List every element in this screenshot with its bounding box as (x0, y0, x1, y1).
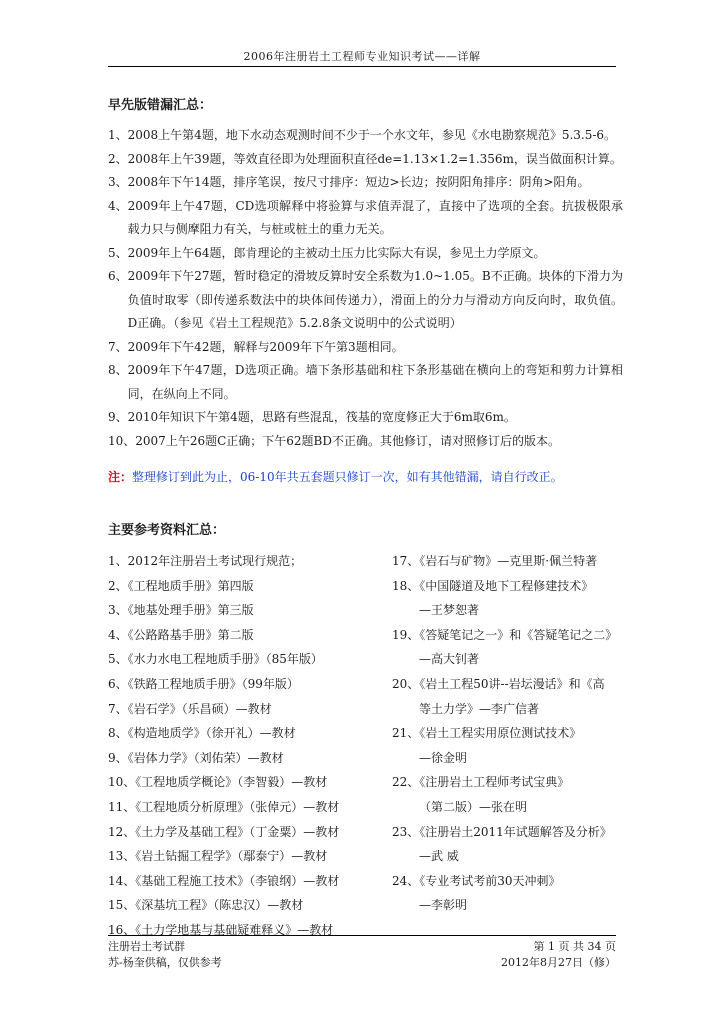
header-rule (108, 66, 616, 67)
reference-item: 4、《公路路基手册》第二版 (108, 627, 254, 642)
reference-item: 8、《构造地质学》（徐开礼）—教材 (108, 726, 296, 741)
errata-item (108, 242, 623, 266)
reference-item: 13、《岩土钻掘工程学》（鄢泰宁）—教材 (108, 849, 328, 864)
reference-item: 6、《铁路工程地质手册》（99年版） (108, 676, 299, 691)
reference-line: 19、《答疑笔记之一》和《答疑笔记之二》 (392, 627, 618, 642)
errata-text: 2007上午26题C正确；下午62题BD不正确。其他修订，请对照修订后的版本。 (135, 433, 560, 448)
reference-author: —徐金明 (419, 750, 468, 765)
references-right-column (392, 549, 622, 918)
footer-page-number: 第 1 页 共 34 页 (533, 940, 616, 953)
reference-line: 17、《岩石与矿物》—克里斯·佩兰特著 (392, 554, 598, 568)
reference-item: 9、《岩体力学》（刘佑荣）—教材 (108, 750, 284, 765)
reference-item (392, 770, 622, 819)
reference-item (392, 574, 622, 623)
reference-line: 20、《岩土工程50讲--岩坛漫话》和《高 (392, 676, 605, 691)
errata-text: 2009年下午27题，暂时稳定的滑坡反算时安全系数为1.0~1.05。B不正确。块体的下滑力为负值时取零（即传递系数法中的块体间传递力），滑面上的分力与滑动方向反向时，取负值。D正确。（参见《岩土工程规范》5.2.8条文说明中的公式说明） (127, 269, 623, 330)
reference-author: —高大钊著 (419, 652, 480, 667)
errata-text: 2010年知识下午第4题，思路有些混乱，筏基的宽度修正大于6m取6m。 (127, 410, 516, 424)
errata-text: 2009年下午47题，D选项正确。墙下条形基础和柱下条形基础在横向上的弯矩和剪力计算相同，在纵向上不同。 (127, 363, 623, 401)
errata-title: 早先版错漏汇总： (108, 98, 213, 113)
reference-item: 5、《水力水电工程地质手册》（85年版） (108, 652, 323, 667)
errata-num: 3、 (108, 175, 128, 189)
reference-item: 10、《工程地质学概论》（李智毅）—教材 (108, 775, 328, 790)
reference-item (392, 820, 622, 869)
reference-item (392, 869, 622, 918)
errata-num: 8、 (108, 363, 128, 377)
errata-num: 6、 (108, 269, 128, 283)
reference-author: —武 威 (419, 849, 459, 864)
errata-num: 10、 (108, 433, 136, 448)
errata-text: 2008年下午14题，排序笔误，按尺寸排序：短边>长边；按阴阳角排序：阴角>阳角。 (127, 175, 590, 189)
errata-list (108, 124, 623, 453)
reference-item (392, 672, 622, 721)
errata-item (108, 430, 623, 454)
reference-line: 18、《中国隧道及地下工程修建技术》 (392, 578, 594, 593)
errata-text: 2009年上午47题，CD选项解释中将验算与求值弄混了，直接中了选项的全套。抗拔极限承载力只与侧摩阻力有关，与桩或桩土的重力无关。 (127, 198, 623, 236)
errata-item (108, 124, 623, 148)
errata-text: 2009年下午42题，解释与2009年下午第3题相同。 (127, 339, 404, 354)
errata-item (108, 195, 623, 242)
footer-rule (108, 935, 616, 936)
reference-item: 12、《土力学及基础工程》（丁金粟）—教材 (108, 824, 340, 839)
reference-item: 1、2012年注册岩土考试现行规范； (108, 554, 303, 568)
errata-num: 1、 (108, 128, 128, 142)
errata-item (108, 148, 623, 172)
errata-num: 9、 (108, 410, 128, 424)
reference-item (392, 549, 622, 574)
errata-num: 2、 (108, 151, 128, 166)
note-text: 整理修订到此为止，06-10年共五套题只修订一次，如有其他错漏，请自行改正。 (132, 470, 563, 484)
note-label: 注： (108, 470, 133, 484)
errata-text: 2009年上午64题，郎肯理论的主被动土压力比实际大有误，参见土力学原文。 (127, 245, 546, 260)
errata-item (108, 171, 623, 195)
reference-author: —李彰明 (419, 898, 468, 913)
footer-group: 注册岩土考试群 (108, 940, 185, 953)
errata-text: 2008上午第4题，地下水动态观测时间不少于一个水文年，参见《水电勘察规范》5.3.5-6。 (127, 128, 617, 142)
footer-date: 2012年8月27日（修） (501, 956, 616, 969)
errata-num: 5、 (108, 245, 128, 260)
reference-item: 15、《深基坑工程》（陈忠汉）—教材 (108, 898, 304, 913)
references-left-column (108, 549, 373, 943)
reference-line: 21、《岩土工程实用原位测试技术》 (392, 726, 582, 741)
reference-item: 14、《基础工程施工技术》（李锒纲）—教材 (108, 873, 340, 888)
reference-item: 16、《土力学地基与基础疑难释义》—教材 (108, 922, 334, 937)
reference-item: 7、《岩石学》（乐昌硕）—教材 (108, 701, 272, 716)
reference-item: 2、《工程地质手册》第四版 (108, 578, 254, 593)
reference-author: （第二版）—张在明 (419, 799, 528, 814)
errata-item (108, 359, 623, 406)
reference-line: 23、《注册岩土2011年试题解答及分析》 (392, 824, 612, 839)
page-header: 2006年注册岩土工程师专业知识考试——详解 (243, 50, 481, 63)
errata-num: 7、 (108, 339, 128, 354)
reference-item: 3、《地基处理手册》第三版 (108, 603, 254, 618)
errata-note (108, 466, 563, 489)
errata-item (108, 406, 623, 430)
reference-item (392, 623, 622, 672)
reference-line: 22、《注册岩土工程师考试宝典》 (392, 775, 570, 790)
errata-num: 4、 (108, 198, 128, 213)
reference-author: —王梦恕著 (419, 603, 480, 618)
errata-text: 2008年上午39题，等效直径即为处理面积直径de=1.13×1.2=1.356m，误当做面积计算。 (127, 151, 622, 166)
errata-item (108, 265, 623, 336)
reference-author: 等土力学》—李广信著 (419, 701, 540, 716)
reference-line: 24、《专业考试考前30天冲刺》 (392, 873, 561, 888)
reference-item: 11、《工程地质分析原理》（张倬元）—教材 (108, 799, 340, 814)
footer-contributor: 苏-杨奎供稿，仅供参考 (108, 956, 222, 969)
errata-item (108, 336, 623, 360)
reference-item (392, 721, 622, 770)
references-title: 主要参考资料汇总： (108, 523, 226, 538)
